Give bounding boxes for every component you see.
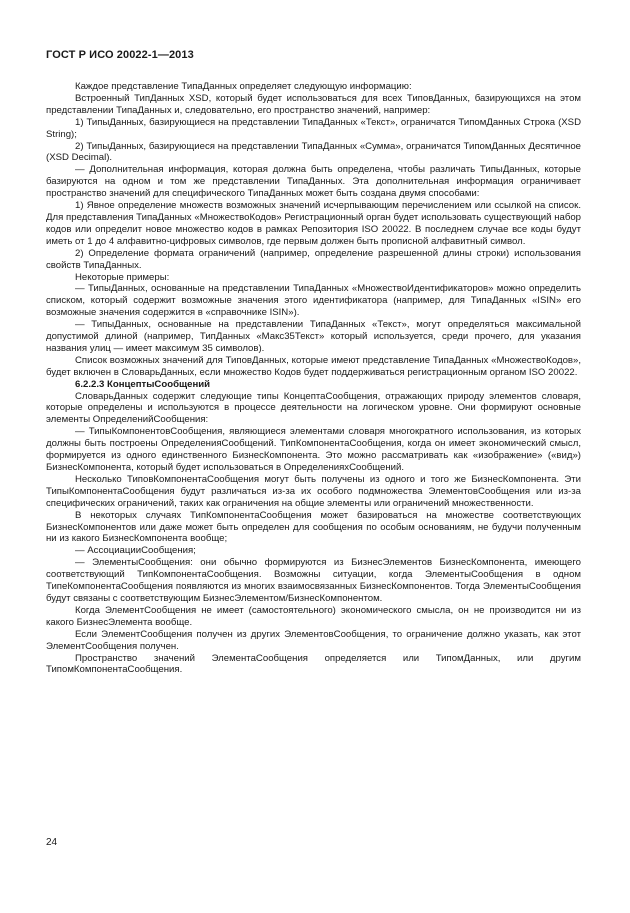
paragraph: — АссоциацииСообщения; — [75, 545, 196, 557]
paragraph: — ЭлементыСообщения: они обычно формируются из БизнесЭлементов БизнесКомпонента, имеющего соответствующий ТипКомпонентаСообщения. Возможны ситуации, когда ЭлементыСообщения в одном ТипеКомпонентаСообщения появляются из многих взаимосвязанных БизнесКомпонентов. Тогда ЭлементыСообщения будут связаны с соответствующим БизнесЭлементом/БизнесКомпонентом. — [46, 557, 581, 604]
paragraph: 1) ТипыДанных, базирующиеся на представлении ТипаДанных «Текст», ограничатся ТипомДанных Строка (XSD String); — [46, 116, 581, 140]
paragraph: 1) Явное определение множеств возможных значений исчерпывающим перечислением или ссылкой на список. Для представления ТипаДанных «МножествоКодов» Регистрационный орган будет использовать существующий набор кодов или определит новое множество кодов в рамках Репозитория ISO 20022. В последнем случае все коды будут иметь от 1 до 4 алфавитно-цифровых символов, где первым должен быть прописной алфавитный символ. — [46, 200, 581, 247]
section-heading: 6.2.2.3 КонцептыСообщений — [75, 378, 211, 390]
paragraph: Некоторые примеры: — [75, 271, 170, 283]
page-number: 24 — [46, 837, 58, 848]
paragraph: Пространство значений ЭлементаСообщения определяется или ТипомДанных, или другим ТипомКомпонентаСообщения. — [46, 652, 581, 676]
document-body — [46, 81, 581, 676]
paragraph: — Дополнительная информация, которая должна быть определена, чтобы различать ТипыДанных, которые базируются на одном и том же представлении ТипаДанных. Эта дополнительная информация ограничивает пространство значений для специфического ТипаДанных может быть создана двумя способами: — [46, 164, 581, 200]
paragraph: — ТипыДанных, основанные на представлении ТипаДанных «МножествоИдентификаторов» можно определить списком, который содержит возможные значения этого идентификатора (например, для ТипаДанных «ISIN» его возможные значения содержится в «справочнике ISIN»). — [46, 283, 581, 319]
paragraph: Каждое представление ТипаДанных определяет следующую информацию: — [75, 81, 412, 92]
paragraph: В некоторых случаях ТипКомпонентаСообщения может базироваться на множестве соответствующих БизнесКомпонентов или даже может быть определен для сообщения по особым основаниям, не будучи полученным ни из какого БизнесКомпонента вообще; — [46, 509, 581, 545]
paragraph: Встроенный ТипДанных XSD, который будет использоваться для всех ТиповДанных, базирующихся на этом представлении ТипаДанных и, следовательно, его пространство значений, например: — [46, 92, 581, 116]
paragraph: Если ЭлементСообщения получен из других ЭлементовСообщения, то ограничение должно указать, как этот ЭлементСообщения получен. — [46, 628, 581, 652]
paragraph: Несколько ТиповКомпонентаСообщения могут быть получены из одного и того же БизнесКомпонента. Эти ТипыКомпонентаСообщения будут различаться из-за их особого подмножества ЭлементовСообщения или из-за специфических ограничений, таких как ограничения на общие элементы или ограничений множественности. — [46, 473, 581, 509]
paragraph: Список возможных значений для ТиповДанных, которые имеют представление ТипаДанных «МножествоКодов», будет включен в СловарьДанных, если множество Кодов будет поддерживаться регистрационным органом ISO 20022. — [46, 354, 581, 378]
paragraph: — ТипыДанных, основанные на представлении ТипаДанных «Текст», могут определяться максимальной допустимой длиной (например, ТипДанных «Макс35Текст» который используется, среди прочего, для указания названия улиц — имеет максимум 35 символов). — [46, 319, 581, 354]
paragraph: 2) ТипыДанных, базирующиеся на представлении ТипаДанных «Сумма», ограничатся ТипомДанных Десятичное (XSD Decimal). — [46, 140, 581, 164]
document-header: ГОСТ Р ИСО 20022-1—2013 — [46, 49, 194, 61]
paragraph: СловарьДанных содержит следующие типы КонцептаСообщения, отражающих природу элементов словаря, которые определены и используются в процессе деятельности на логическом уровне. Они формируют основные элементы ОпределенийСообщения: — [46, 390, 581, 426]
paragraph: Когда ЭлементСообщения не имеет (самостоятельного) экономического смысла, он не производится ни из какого БизнесЭлемента вообще. — [46, 604, 581, 628]
paragraph: 2) Определение формата ограничений (например, определение разрешенной длины строки) использования свойств ТипаДанных. — [46, 247, 581, 271]
paragraph: — ТипыКомпонентовСообщения, являющиеся элементами словаря многократного использования, из которых должны быть построены ОпределенияСообщений. ТипКомпонентаСообщения, когда он имеет экономический смысл, формируется из одного единственного БизнесКомпонента. Это можно рассматривать как «изображение» («вид») БизнесКомпонента, который будет использоваться в ОпределенияхСообщений. — [46, 426, 581, 473]
